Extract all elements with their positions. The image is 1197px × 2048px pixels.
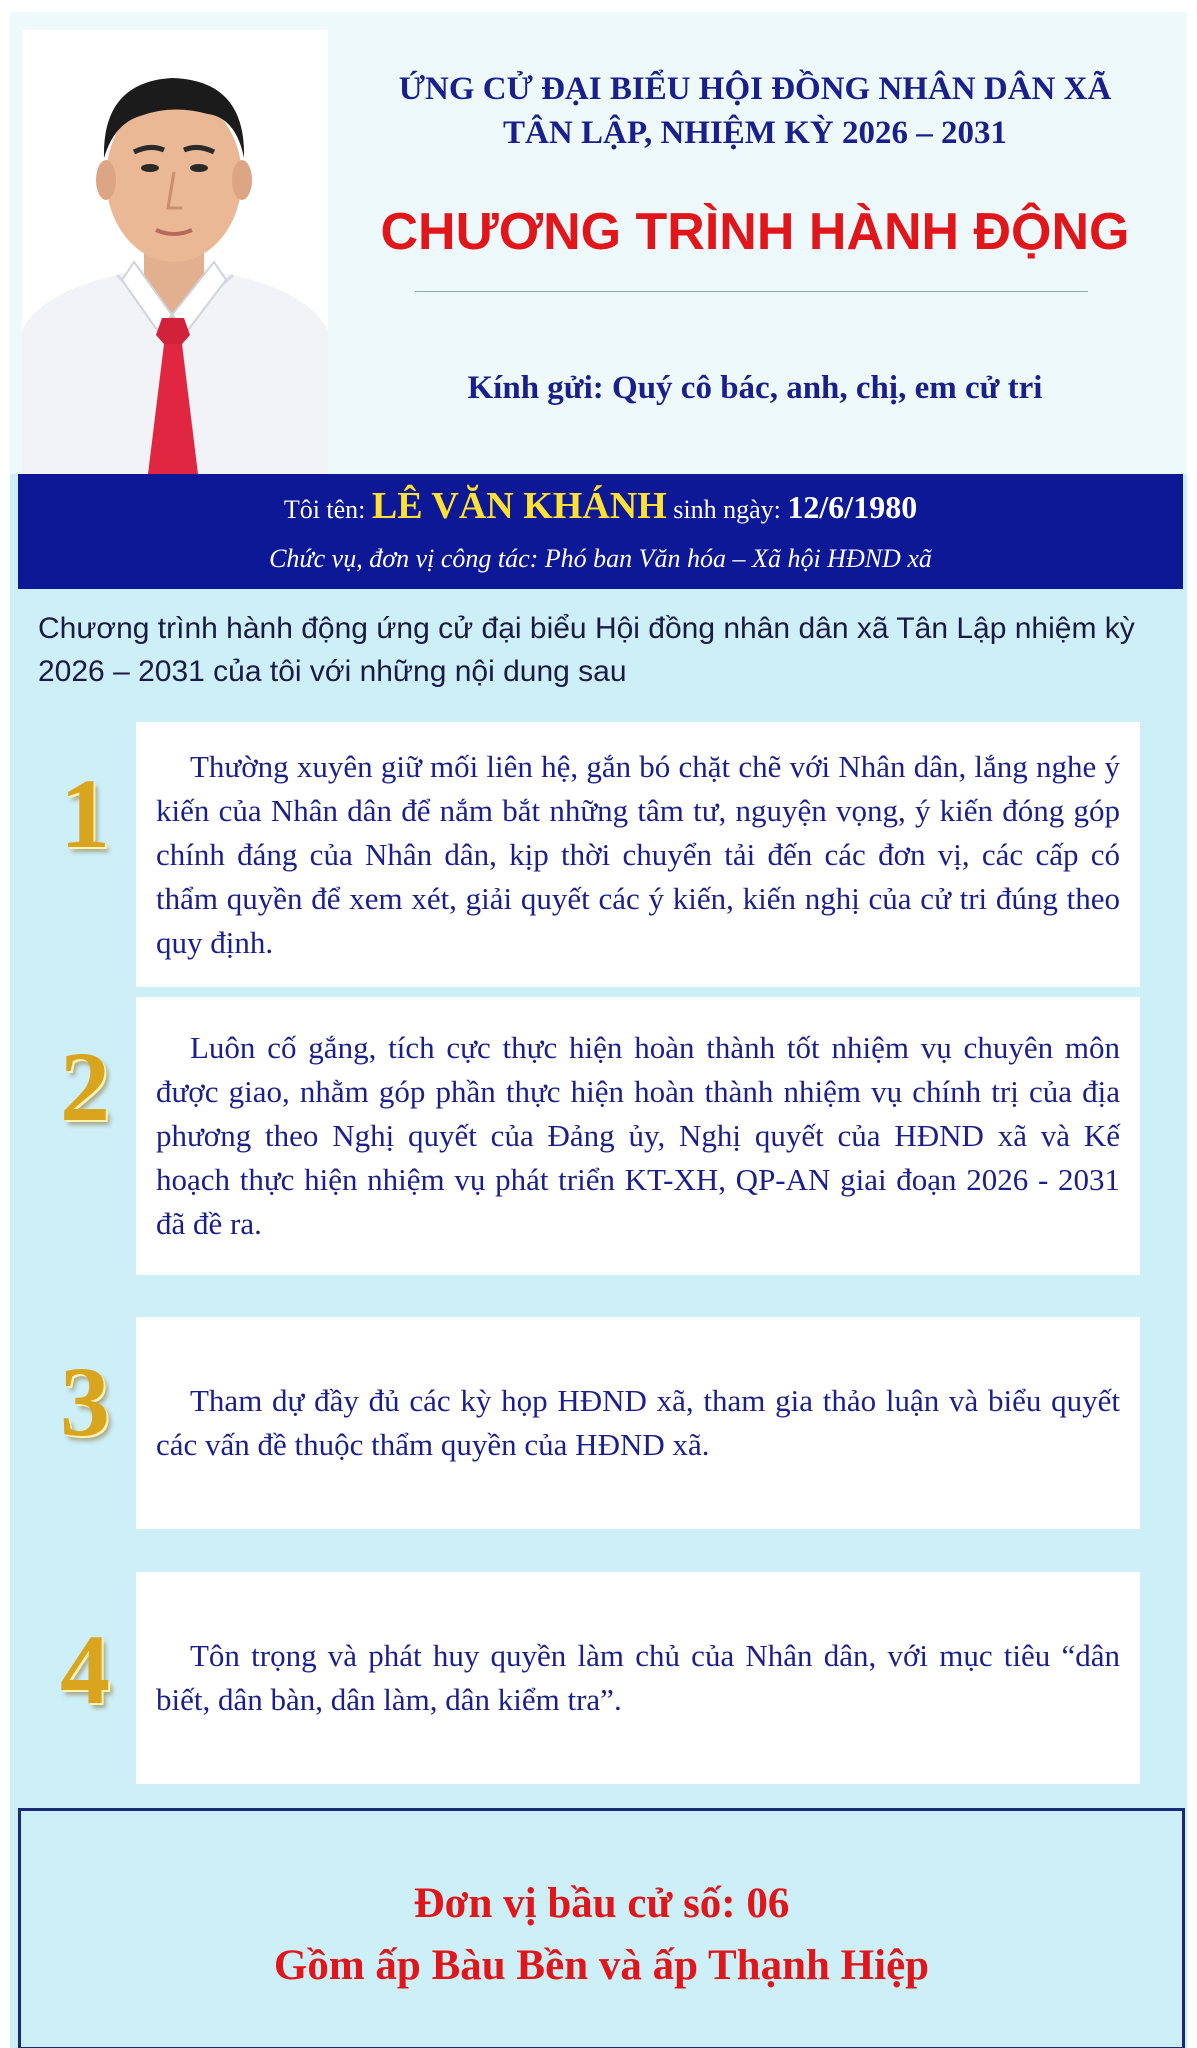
- item-text-2: Luôn cố gắng, tích cực thực hiện hoàn thành tốt nhiệm vụ chuyên môn được giao, nhằm góp phần thực hiện hoàn thành nhiệm vụ chính trị của địa phương theo Nghị quyết của Đảng ủy, Nghị quyết của HĐND xã và Kế hoạch thực hiện nhiệm vụ phát triển KT-XH, QP-AN giai đoạn 2026 - 2031 đã đề ra.: [156, 1030, 1120, 1241]
- item-card-2: [136, 997, 1140, 1275]
- program-title: CHƯƠNG TRÌNH HÀNH ĐỘNG: [380, 203, 1130, 261]
- item-card-4: [136, 1572, 1140, 1784]
- candidate-name: LÊ VĂN KHÁNH: [371, 485, 667, 527]
- dob-prefix: sinh ngày:: [673, 495, 781, 524]
- poster: [10, 12, 1187, 2048]
- item-card-3: [136, 1317, 1140, 1529]
- name-prefix: Tôi tên:: [283, 495, 366, 524]
- candidate-banner: [18, 474, 1183, 589]
- item-number-2: 2: [60, 1031, 110, 1142]
- item-text-1: Thường xuyên giữ mối liên hệ, gắn bó chặt chẽ với Nhân dân, lắng nghe ý kiến của Nhân dân để nắm bắt những tâm tư, nguyện vọng, ý kiến đóng góp chính đáng của Nhân dân, kịp thời chuyển tải đến các đơn vị, các cấp có thẩm quyền để xem xét, giải quyết các ý kiến, kiến nghị của cử tri đúng theo quy định.: [156, 748, 1120, 960]
- electoral-district-box: [18, 1808, 1185, 2048]
- item-number-1: 1: [60, 758, 110, 869]
- greeting: Kính gửi: Quý cô bác, anh, chị, em cử tri: [467, 370, 1043, 406]
- intro-text: Chương trình hành động ứng cử đại biểu Hội đồng nhân dân xã Tân Lập nhiệm kỳ 2026 – 2031 của tôi với những nội dung sau: [38, 612, 1135, 688]
- election-title-line1: ỨNG CỬ ĐẠI BIỂU HỘI ĐỒNG NHÂN DÂN XÃ: [398, 71, 1112, 107]
- electoral-district-number: Đơn vị bầu cử số: 06: [413, 1880, 790, 1927]
- candidate-position: Chức vụ, đơn vị công tác: Phó ban Văn hóa – Xã hội HĐND xã: [269, 544, 932, 573]
- candidate-photo: [22, 30, 328, 474]
- item-number-4: 4: [60, 1614, 110, 1725]
- item-text-3: Tham dự đầy đủ các kỳ họp HĐND xã, tham gia thảo luận và biểu quyết các vấn đề thuộc thẩm quyền của HĐND xã.: [156, 1383, 1120, 1462]
- candidate-dob: 12/6/1980: [787, 489, 918, 525]
- election-title-line2: TÂN LẬP, NHIỆM KỲ 2026 – 2031: [503, 115, 1007, 151]
- candidate-name-line: [18, 484, 1183, 528]
- title-divider: [415, 291, 1088, 292]
- electoral-district-hamlets: Gồm ấp Bàu Bền và ấp Thạnh Hiệp: [273, 1942, 930, 1989]
- item-number-3: 3: [60, 1346, 110, 1457]
- election-title: [330, 67, 1180, 155]
- item-card-1: [136, 722, 1140, 987]
- item-text-4: Tôn trọng và phát huy quyền làm chủ của Nhân dân, với mục tiêu “dân biết, dân bàn, dân làm, dân kiểm tra”.: [156, 1638, 1120, 1717]
- header: [10, 12, 1187, 474]
